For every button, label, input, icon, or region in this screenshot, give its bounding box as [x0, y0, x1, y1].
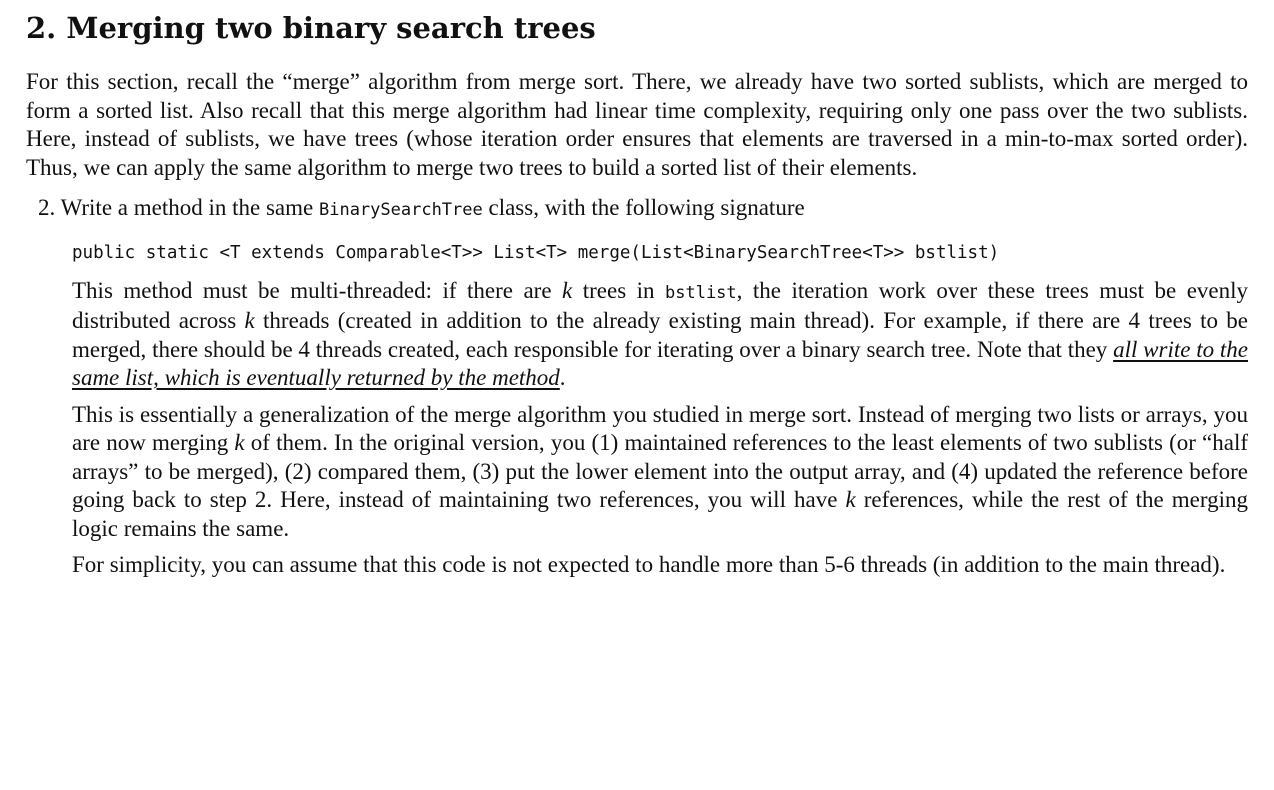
text-run: of them. In the original version, you (1) maintained references to the least elements of two sublists (or “half arrays” to be merged), (2) compared them, (3) put the lower element into the output array, and (4) updated the reference before going back to step 2. Here, instead of maintaining two references, you will have [72, 430, 1249, 512]
bstlist-code: bstlist [665, 282, 737, 303]
section-title: 2. Merging two binary search trees [26, 11, 596, 45]
text-run: references, while the rest of the merging logic remains the same. [72, 487, 1248, 541]
text-run: This is essentially a generalization of the merge algorithm you studied in merge sort. Instead of merging two lists or arrays, you are now merging [72, 401, 1248, 455]
math-k: k [244, 308, 255, 333]
class-name-code: BinarySearchTree [318, 200, 483, 220]
item-body [72, 239, 1248, 580]
paragraph-generalization [72, 401, 1248, 544]
intro-paragraph: For this section, recall the “merge” algorithm from merge sort. There, we already have two sorted sublists, which are merged to form a sorted list. Also recall that this merge algorithm had linear time complexity, requiring only one pass over the two sublists. Here, instead of sublists, we have trees (whose iteration order ensures that elements are traversed in a min-to-max sorted order). Thus, we can apply the same algorithm to merge two trees to build a sorted list of their elements. [26, 69, 1248, 180]
text-run: threads (created in addition to the already existing main thread). For example, if there are 4 trees to be merged, there should be 4 threads created, each responsible for iterating over a binary search tree. Note that they [72, 308, 1248, 362]
method-signature: public static <T extends Comparable<T>> List<T> merge(List<BinarySearchTree<T>> bstlist) [72, 242, 1000, 263]
math-k: k [234, 430, 245, 455]
text-run: . [559, 365, 566, 390]
item-lead-text-end: class, with the following signature [482, 195, 805, 220]
item-number: 2. [38, 195, 56, 220]
paragraph-simplicity: For simplicity, you can assume that this code is not expected to handle more than 5-6 threads (in addition to the main thread). [72, 552, 1226, 577]
text-run: , the iteration work over these trees must be evenly distributed across [72, 277, 1249, 333]
text-run: This method must be multi-threaded: if there are [72, 277, 563, 303]
item-lead-line [26, 194, 1248, 225]
emphasized-note: all write to the same list, which is eventually returned by the method [72, 336, 1248, 390]
item-lead-text: Write a method in the same [60, 195, 319, 220]
numbered-item [26, 194, 1248, 580]
paragraph-multithreading [72, 277, 1248, 393]
math-k: k [562, 277, 573, 303]
text-run: trees in [572, 277, 665, 303]
math-k: k [845, 487, 856, 512]
